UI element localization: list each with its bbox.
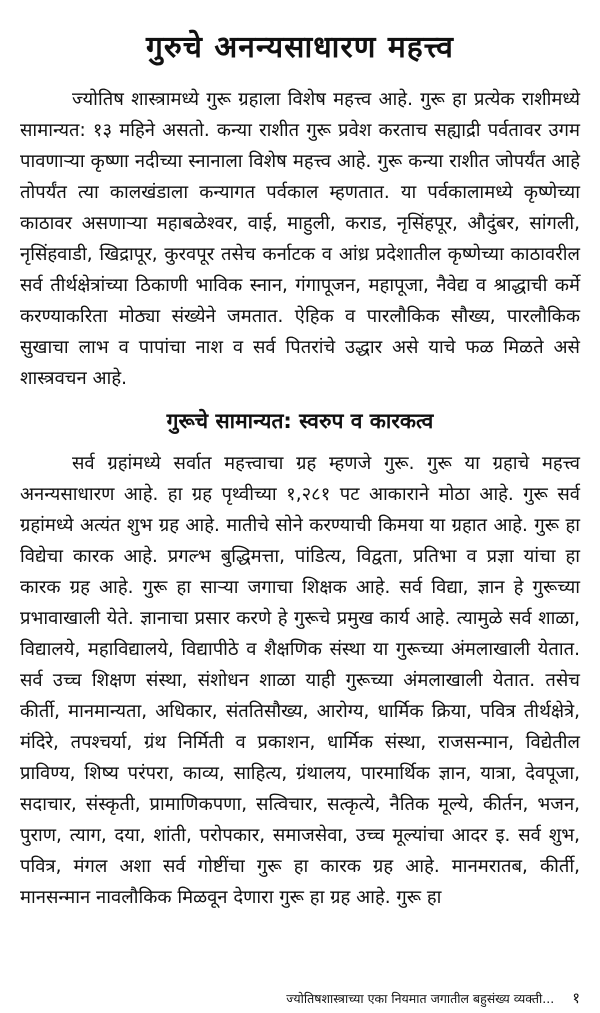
page-footer — [286, 988, 580, 1009]
page-title: गुरुचे अनन्यसाधारण महत्त्व — [146, 30, 454, 65]
paragraph-intro: ज्योतिष शास्त्रामध्ये गुरू ग्रहाला विशेष महत्त्व आहे. गुरू हा प्रत्येक राशीमध्ये सामान्यत: १३ महिने असतो. कन्या राशीत गुरू प्रवेश करताच सह्याद्री पर्वतावर उगम पावणाऱ्या कृष्णा नदीच्या स्नानाला विशेष महत्त्व आहे. गुरू कन्या राशीत जोपर्यंत आहे तोपर्यंत त्या कालखंडाला कन्यागत पर्वकाल म्हणतात. या पर्वकालामध्ये कृष्णेच्या काठावर असणाऱ्या महाबळेश्वर, वाई, माहुली, कराड, नृसिंहपूर, औदुंबर, सांगली, नृसिंहवाडी, खिद्रापूर, कुरवपूर तसेच कर्नाटक व आंध्र प्रदेशातील कृष्णेच्या काठावरील सर्व तीर्थक्षेत्रांच्या ठिकाणी भाविक स्नान, गंगापूजन, महापूजा, नैवेद्य व श्राद्धाची कर्मे करण्याकरिता मोठ्या संख्येने जमतात. ऐहिक व पारलौकिक सौख्य, पारलौकिक सुखाचा लाभ व पापांचा नाश व सर्व पितरांचे उद्धार असे याचे फळ मिळते असे शास्त्रवचन आहे. — [20, 89, 580, 389]
paragraph-section: सर्व ग्रहांमध्ये सर्वात महत्त्वाचा ग्रह म्हणजे गुरू. गुरू या ग्रहाचे महत्त्व अनन्यसाधारण आहे. हा ग्रह पृथ्वीच्या १,२८१ पट आकाराने मोठा आहे. गुरू सर्व ग्रहांमध्ये अत्यंत शुभ ग्रह आहे. मातीचे सोने करण्याची किमया या ग्रहात आहे. गुरू हा विद्येचा कारक आहे. प्रगल्भ बुद्धिमत्ता, पांडित्य, विद्वता, प्रतिभा व प्रज्ञा यांचा हा कारक ग्रह आहे. गुरू हा साऱ्या जगाचा शिक्षक आहे. सर्व विद्या, ज्ञान हे गुरूच्या प्रभावाखाली येते. ज्ञानाचा प्रसार करणे हे गुरूचे प्रमुख कार्य आहे. त्यामुळे सर्व शाळा, विद्यालये, महाविद्यालये, विद्यापीठे व शैक्षणिक संस्था या गुरूच्या अंमलाखाली येतात. सर्व उच्च शिक्षण संस्था, संशोधन शाळा याही गुरूच्या अंमलाखाली येतात. तसेच कीर्ती, मानमान्यता, अधिकार, संततिसौख्य, आरोग्य, धार्मिक क्रिया, पवित्र तीर्थक्षेत्रे, मंदिरे, तपश्चर्या, ग्रंथ निर्मिती व प्रकाशन, धार्मिक संस्था, राजसन्मान, विद्येतील प्राविण्य, शिष्य परंपरा, काव्य, साहित्य, ग्रंथालय, पारमार्थिक ज्ञान, यात्रा, देवपूजा, सदाचार, संस्कृती, प्रामाणिकपणा, सत्विचार, सत्कृत्ये, नैतिक मूल्ये, कीर्तन, भजन, पुराण, त्याग, दया, शांती, परोपकार, समाजसेवा, उच्च मूल्यांचा आदर इ. सर्व शुभ, पवित्र, मंगल अशा सर्व गोष्टींचा गुरू हा कारक ग्रह आहे. मानमरातब, कीर्ती, मानसन्मान नावलौकिक मिळवून देणारा गुरू हा ग्रह आहे. गुरू हा — [20, 453, 580, 908]
page-number: १ — [572, 989, 580, 1007]
section-heading: गुरूचे सामान्यत: स्वरुप व कारकत्व — [166, 409, 434, 433]
footer-running-text: ज्योतिषशास्त्राच्या एका नियमात जगातील बहुसंख्य व्यक्ती... — [286, 991, 555, 1006]
